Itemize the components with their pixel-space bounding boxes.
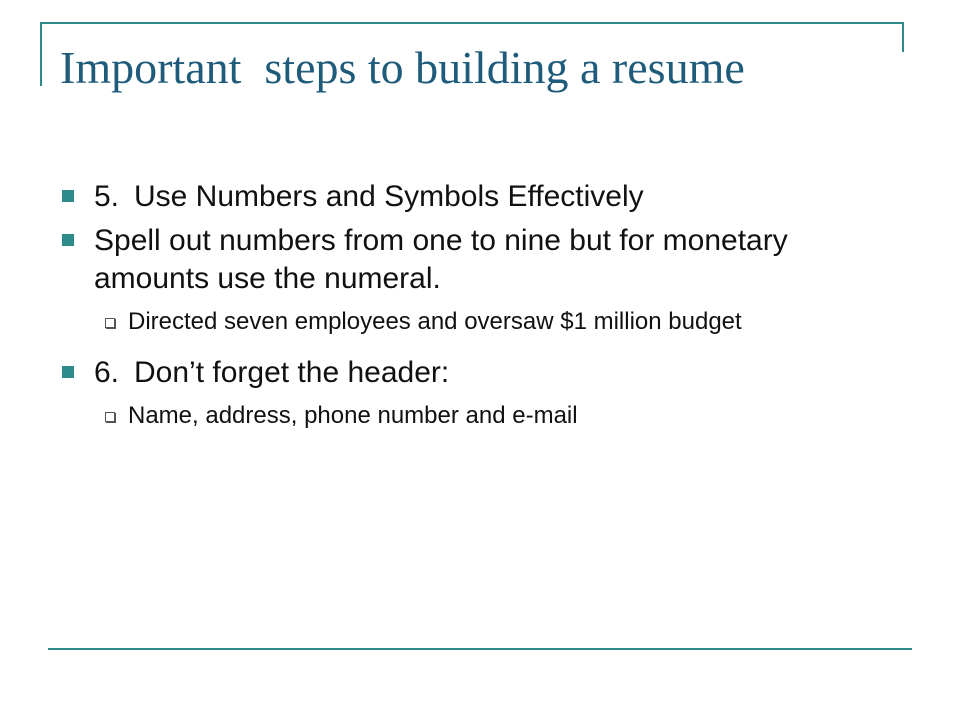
sub-bullet-text: Name, address, phone number and e-mail [128,402,578,429]
bullet-text: Don’t forget the header: [134,356,450,389]
square-bullet-icon [62,190,74,202]
step-number: 6. [94,356,120,389]
bullet-item [62,178,892,216]
hollow-square-bullet-icon [105,412,115,422]
bullet-item [62,354,892,392]
bullet-text: Spell out numbers from one to nine but for monetary amounts use the numeral. [94,224,788,295]
bullet-item [62,222,892,298]
right-rule [902,22,904,52]
sub-bullet-text: Directed seven employees and oversaw $1 million budget [128,308,742,335]
bullet-text: Use Numbers and Symbols Effectively [134,180,644,213]
slide-title: Important steps to building a resume [60,42,745,93]
hollow-square-bullet-icon [105,318,115,328]
top-rule [40,22,904,24]
bullet-list [62,178,892,432]
square-bullet-icon [62,234,74,246]
sub-bullet-item [62,306,892,338]
square-bullet-icon [62,366,74,378]
bottom-rule [48,648,912,650]
sub-bullet-item [62,400,892,432]
left-rule [40,22,42,86]
step-number: 5. [94,180,120,213]
